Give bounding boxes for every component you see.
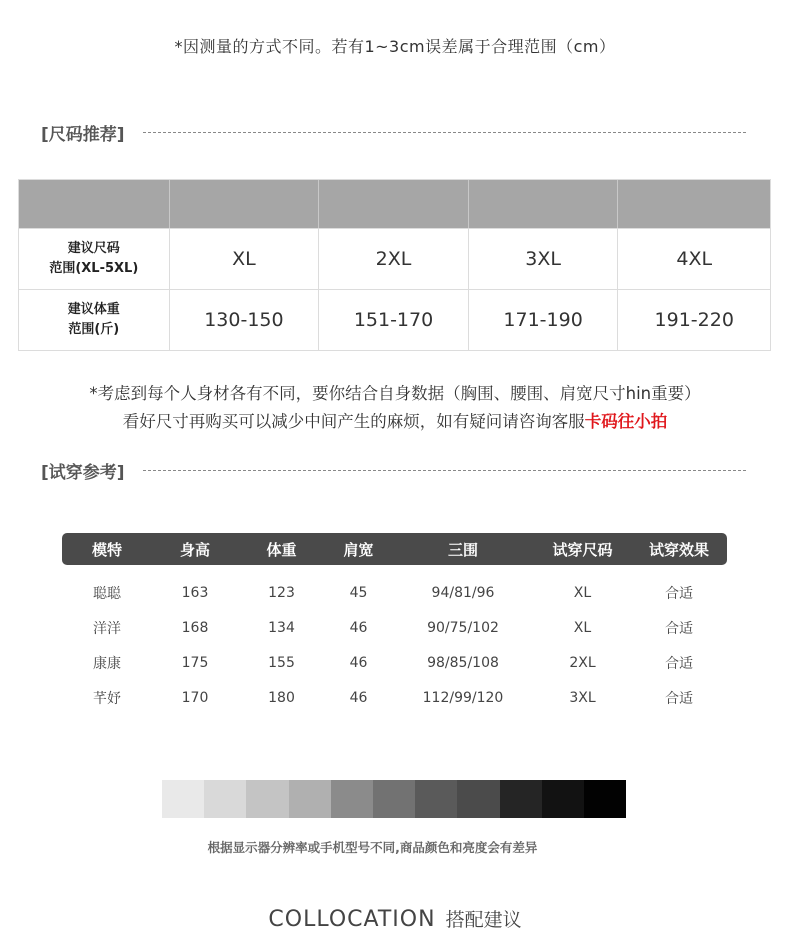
collocation-title <box>0 905 790 932</box>
size-value: 3XL <box>469 229 619 289</box>
gray-scale-bar <box>162 780 626 818</box>
gray-swatch <box>204 780 246 818</box>
size-row <box>19 228 770 289</box>
tryon-table-header <box>62 533 727 565</box>
col-header: 三围 <box>447 540 478 559</box>
gray-swatch <box>373 780 415 818</box>
size-section-header <box>41 120 746 144</box>
col-header: 试穿尺码 <box>552 540 613 559</box>
fit-advice-line1: *考虑到每个人身材各有不同，要你结合自身数据（胸围、腰围、肩宽尺寸hin重要） <box>89 384 701 403</box>
weight-row-label: 建议体重 范围(斤) <box>19 290 170 350</box>
display-disclaimer: 根据显示器分辨率或手机型号不同,商品颜色和亮度会有差异 <box>207 840 538 855</box>
table-row: 康康 175 155 46 98/85/108 2XL 合适 <box>93 654 693 672</box>
collocation-en: COLLOCATION <box>268 907 436 932</box>
col-header: 体重 <box>266 540 297 559</box>
fit-advice-note <box>0 380 790 436</box>
col-header: 试穿效果 <box>648 540 709 559</box>
weight-value: 151-170 <box>319 290 469 350</box>
size-recommendation-table <box>18 179 771 351</box>
weight-value: 171-190 <box>469 290 619 350</box>
size-value: XL <box>170 229 320 289</box>
gray-swatch <box>289 780 331 818</box>
collocation-cn: 搭配建议 <box>445 909 522 931</box>
gray-swatch <box>246 780 288 818</box>
table-row: 聪聪 163 123 45 94/81/96 XL 合适 <box>93 584 693 602</box>
size-table-header <box>19 180 770 228</box>
gray-swatch <box>457 780 499 818</box>
size-row-label: 建议尺码 范围(XL-5XL) <box>19 229 170 289</box>
size-section-title: [尺码推荐] <box>41 124 125 145</box>
section-divider <box>143 470 746 471</box>
table-row: 芊妤 170 180 46 112/99/120 3XL 合适 <box>93 689 693 707</box>
size-value: 4XL <box>676 248 713 270</box>
tryon-section-header <box>41 458 746 482</box>
gray-swatch <box>542 780 584 818</box>
col-header: 模特 <box>91 540 122 559</box>
gray-swatch <box>162 780 204 818</box>
measurement-note: *因测量的方式不同。若有1~3cm误差属于合理范围（cm） <box>174 37 616 56</box>
size-value: 2XL <box>319 229 469 289</box>
gray-swatch <box>584 780 626 818</box>
weight-value: 130-150 <box>170 290 320 350</box>
table-row: 洋洋 168 134 46 90/75/102 XL 合适 <box>93 619 693 637</box>
gray-swatch <box>331 780 373 818</box>
weight-value: 191-220 <box>654 309 734 331</box>
section-divider <box>143 132 746 133</box>
size-tip-highlight: 卡码往小拍 <box>584 412 668 431</box>
tryon-section-title: [试穿参考] <box>41 462 125 483</box>
col-header: 肩宽 <box>343 540 374 559</box>
fit-advice-line2: 看好尺寸再购买可以减少中间产生的麻烦，如有疑问请咨询客服卡码往小拍 <box>122 412 668 431</box>
tryon-table-body <box>62 575 727 715</box>
weight-row <box>19 289 770 350</box>
col-header: 身高 <box>179 540 210 559</box>
gray-swatch <box>415 780 457 818</box>
gray-swatch <box>500 780 542 818</box>
